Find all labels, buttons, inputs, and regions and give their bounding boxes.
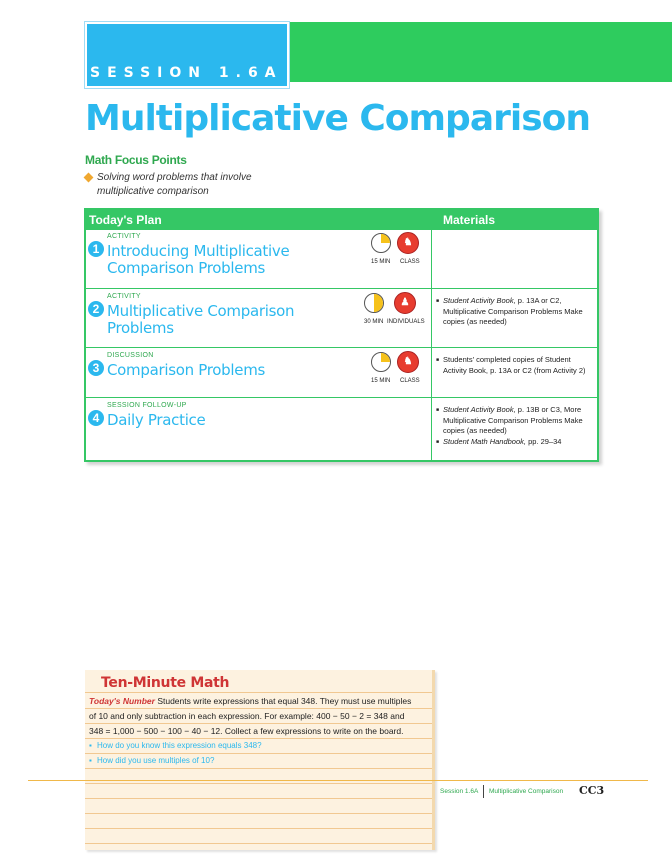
todays-number-label: Today's Number: [89, 696, 155, 706]
ruled-line: [85, 783, 432, 784]
todays-plan-label: Today's Plan: [89, 213, 162, 227]
ruled-line: [85, 753, 432, 754]
footer-rule: [28, 780, 648, 781]
materials-list: [436, 405, 596, 447]
row-kind: ACTIVITY: [107, 233, 141, 240]
material-source: Student Math Handbook,: [443, 436, 526, 446]
material-text: p. 13A or C2, Multiplicative Comparison Problems Make copies (as needed): [443, 296, 583, 326]
clock-icon: [364, 293, 384, 313]
class-group-icon: ♞: [397, 232, 419, 254]
footer-separator: [483, 785, 484, 798]
grouping-label: CLASS: [400, 259, 420, 265]
grouping-label: INDIVIDUALS: [387, 319, 425, 325]
focus-point-text: Solving word problems that involve multiplicative comparison: [97, 172, 252, 197]
row-title-line2: Problems: [107, 319, 174, 337]
materials-list: [436, 296, 596, 328]
individual-icon: ♟: [394, 292, 416, 314]
ruled-line: [85, 813, 432, 814]
time-label: 15 MIN: [371, 378, 391, 384]
row-title-line1: Multiplicative Comparison: [107, 302, 295, 320]
material-text: Students' completed copies of Student Activity Book, p. 13A or C2 (from Activity 2): [443, 355, 586, 375]
discussion-question: ▪ How did you use multiples of 10?: [89, 756, 214, 765]
diamond-bullet-icon: [84, 173, 94, 183]
material-item: [436, 355, 596, 376]
materials-list: [436, 355, 596, 376]
material-item: [436, 405, 596, 437]
material-item: [436, 296, 596, 328]
ruled-line: [85, 828, 432, 829]
material-text: p. 13B or C3, More Multiplicative Comparison Problems Make copies (as needed): [443, 405, 583, 435]
clock-icon: [371, 352, 391, 372]
material-source: Student Activity Book,: [443, 296, 516, 305]
focus-points-heading: Math Focus Points: [85, 153, 187, 167]
ruled-line: [85, 692, 432, 693]
ten-minute-math-box: [85, 670, 435, 850]
todays-plan-table: [84, 208, 599, 462]
row-kind: DISCUSSION: [107, 352, 154, 359]
ten-minute-math-title: Ten-Minute Math: [101, 675, 230, 691]
material-text: pp. 29–34: [525, 436, 562, 446]
page-title: Multiplicative Comparison: [85, 98, 590, 139]
grouping-label: CLASS: [400, 378, 420, 384]
session-label: SESSION 1.6A: [90, 65, 283, 81]
ruled-line: [85, 768, 432, 769]
plan-row: [86, 289, 597, 347]
step-number: 3: [88, 360, 104, 376]
step-number: 1: [88, 241, 104, 257]
ruled-line: [85, 843, 432, 844]
time-label: 15 MIN: [371, 259, 391, 265]
page-number: CC3: [579, 784, 605, 797]
ruled-line: [85, 798, 432, 799]
row-kind: ACTIVITY: [107, 293, 141, 300]
ten-minute-math-body: Students write expressions that equal 348. They must use multiples of 10 and only subtraction in each expression. For example: 400 − 50 − 2 = 348 and 348 = 1,000 − 500 − 100 − 40 − 12. Collect a few expressions to write on the board.: [89, 696, 412, 736]
footer-title: Multiplicative Comparison: [489, 788, 564, 795]
plan-row: [86, 230, 597, 288]
material-item: [436, 437, 596, 448]
plan-header: [86, 210, 597, 230]
row-title-line1: Comparison Problems: [107, 361, 266, 379]
row-title-line1: Introducing Multiplicative: [107, 242, 290, 260]
focus-point: [85, 171, 285, 199]
ten-minute-math-text: [89, 694, 419, 739]
time-label: 30 MIN: [364, 319, 384, 325]
materials-label: Materials: [443, 213, 496, 227]
step-number: 2: [88, 301, 104, 317]
footer-session: Session 1.6A: [440, 788, 479, 795]
step-number: 4: [88, 410, 104, 426]
material-source: Student Activity Book,: [443, 405, 516, 414]
row-title-line2: Comparison Problems: [107, 259, 266, 277]
clock-icon: [371, 233, 391, 253]
class-group-icon: ♞: [397, 351, 419, 373]
discussion-question: ▪ How do you know this expression equals 348?: [89, 741, 262, 750]
row-title-line1: Daily Practice: [107, 411, 206, 429]
row-kind: SESSION FOLLOW-UP: [107, 402, 187, 409]
plan-row: [86, 348, 597, 397]
plan-row: [86, 398, 597, 460]
